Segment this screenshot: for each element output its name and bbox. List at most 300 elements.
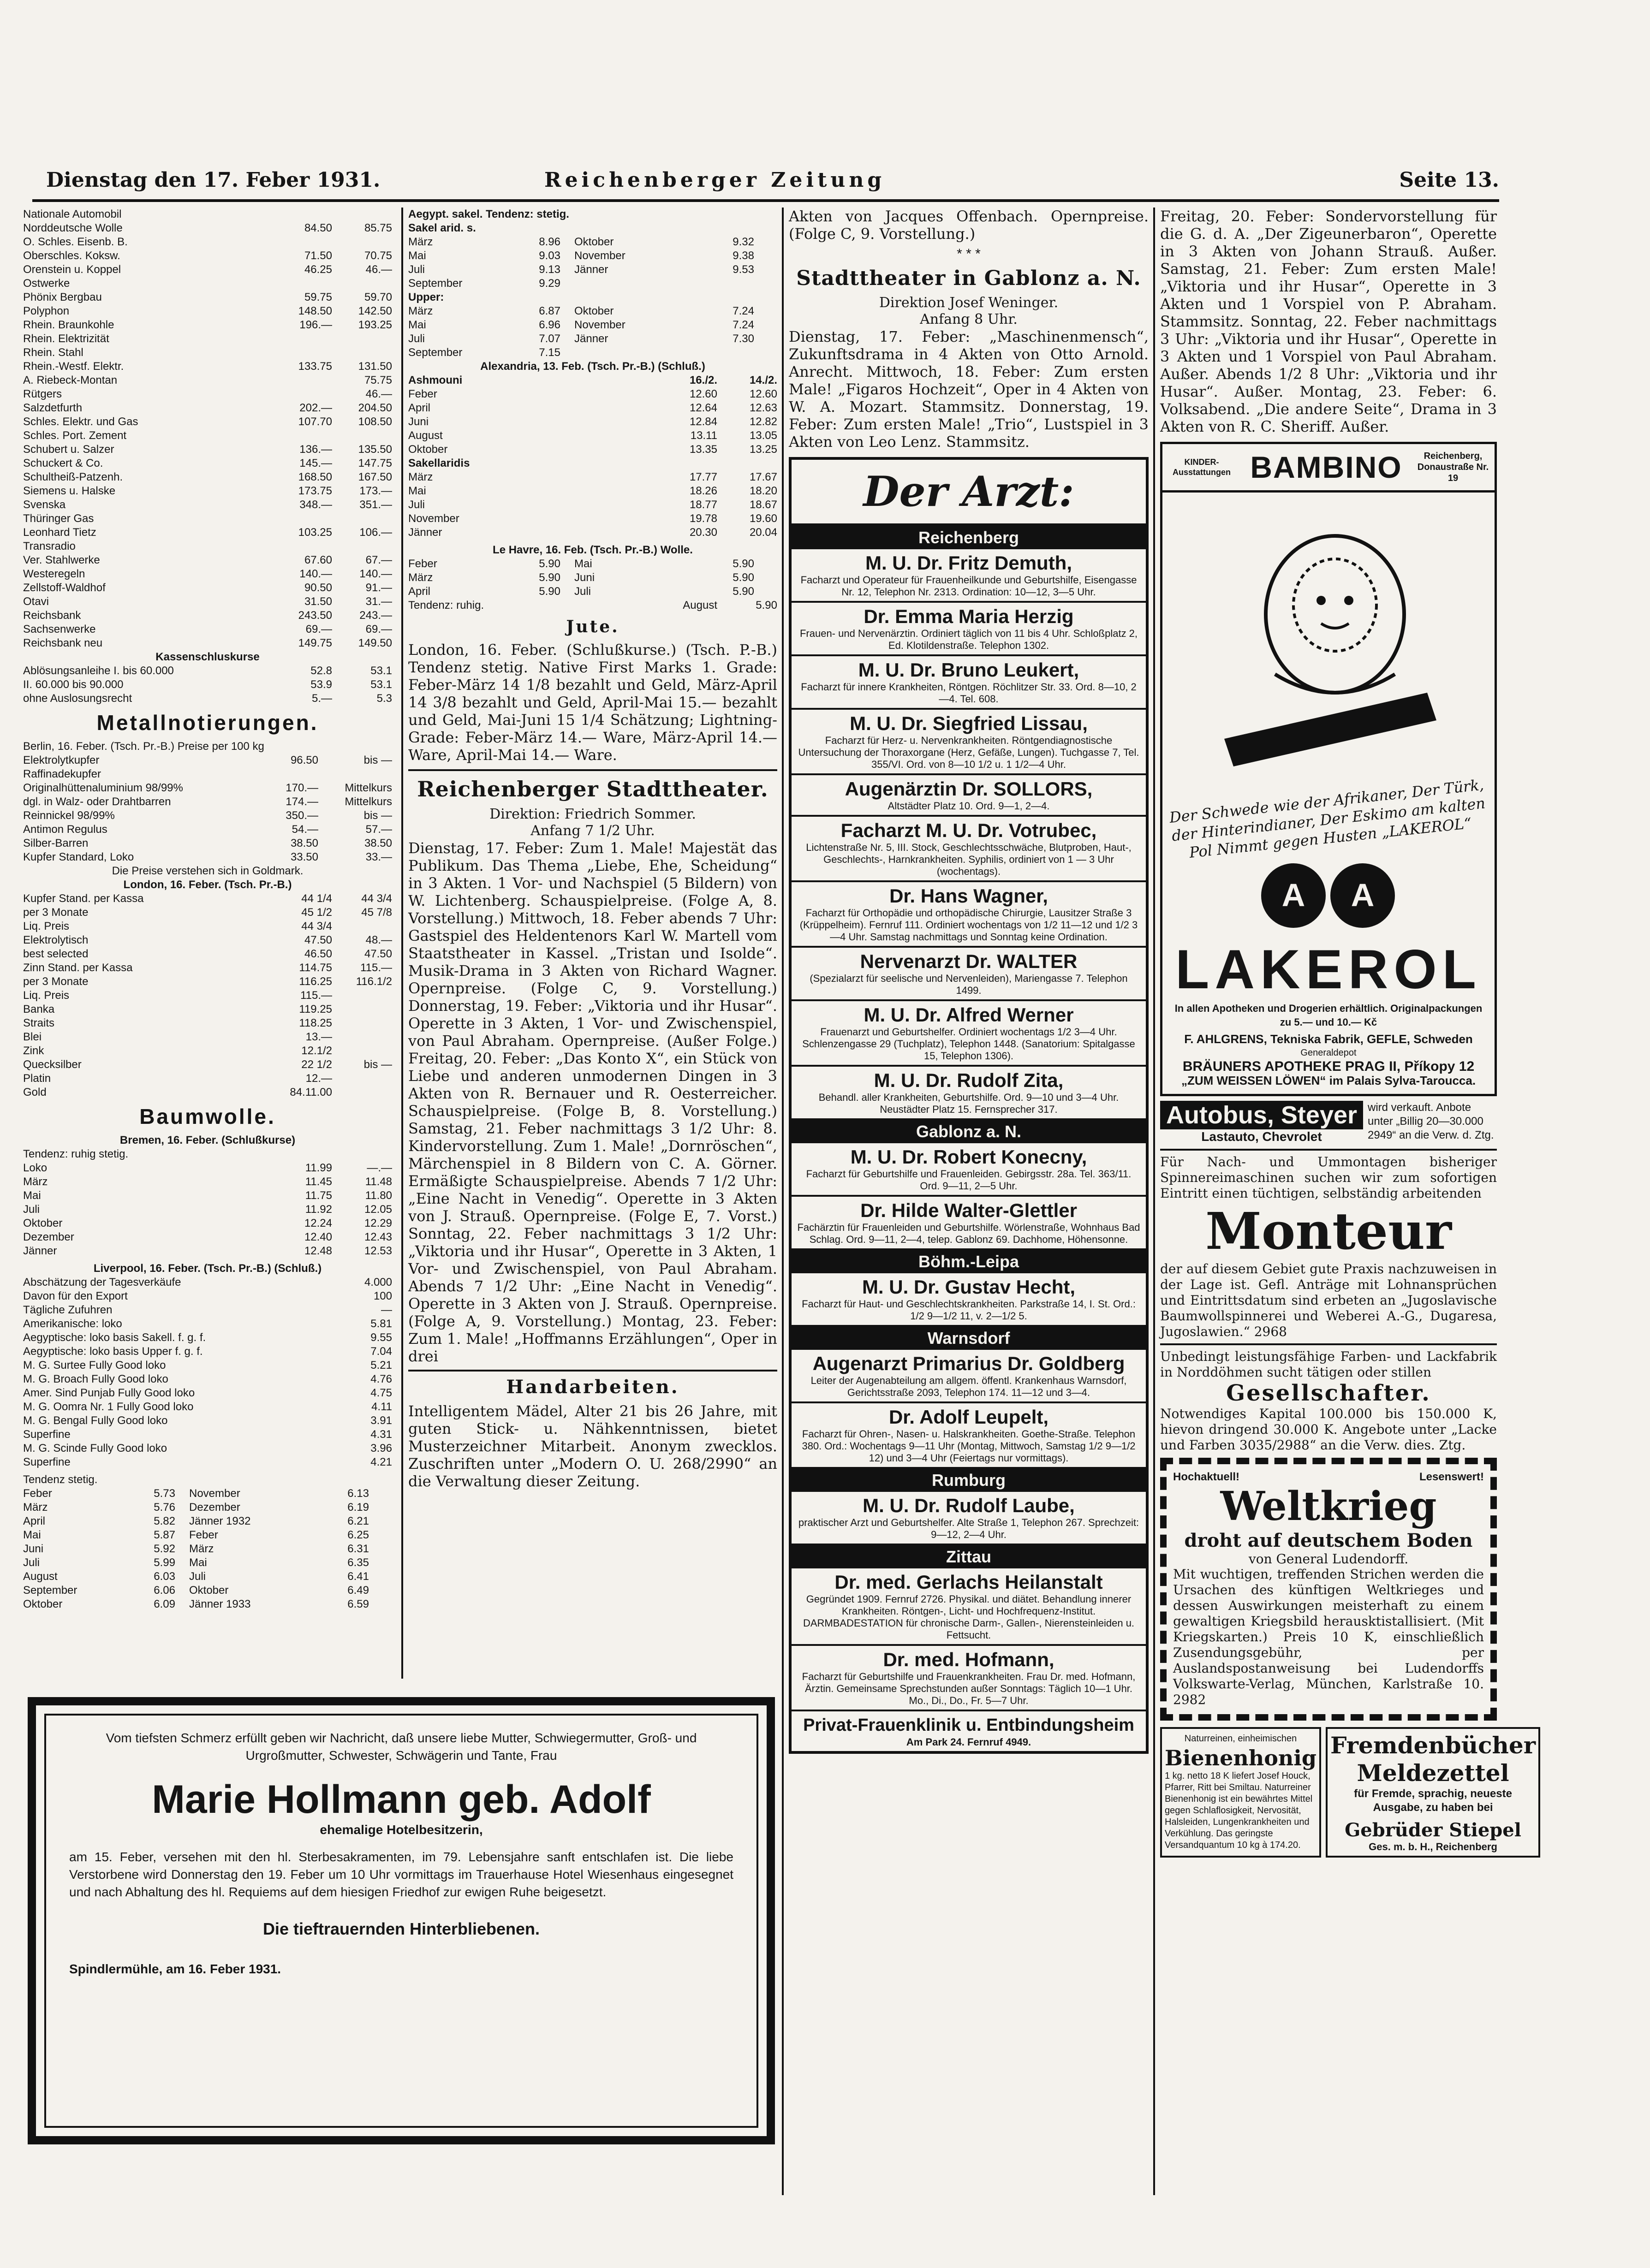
row-value [272,235,332,249]
gesell-intro: Unbedingt leistungsfähige Farben- und Lackfabrik in Norddöhmen sucht tätigen oder stillen [1160,1349,1497,1380]
table-row [408,263,777,277]
row-value: 75.75 [364,374,392,386]
row-value: 9.03 [539,249,560,262]
row-label: Phönix Bergbau [23,291,102,303]
table-row [408,304,777,318]
row-label: M. G. Bengal Fully Good loko [23,1414,168,1427]
row-value: 243.50 [298,609,332,622]
row-label: Juni [574,571,595,584]
row-value: 12.— [305,1072,332,1085]
cotton-title: Baumwolle. [139,1104,276,1128]
weltkrieg-tag: Hochaktuell! [1173,1471,1240,1483]
doctor-name: Dr. Emma Maria Herzig [864,606,1074,627]
row-value: 69.— [305,623,332,635]
row-label: Feber [189,1529,218,1541]
row-value: 85.75 [364,222,392,234]
theater-title: Reichenberger Stadttheater. [417,777,768,802]
apotheke-sign: „ZUM WEISSEN LÖWEN“ im Palais Sylva-Taroucca. [1181,1074,1476,1087]
doctor-name: Nervenarzt Dr. WALTER [860,950,1078,972]
masthead: Reichenberger Zeitung [544,168,886,192]
table-row [23,1189,392,1203]
doctor-name: Augenärztin Dr. SOLLORS, [845,778,1093,800]
row-value: 5.90 [733,571,754,584]
obituary-name: Marie Hollmann geb. Adolf [152,1777,651,1822]
doctor-ad [792,1350,1146,1403]
row-value: 18.77 [689,499,717,511]
row-label: März [408,305,433,317]
row-label: Rhein. Braunkohle [23,319,114,331]
table-row [23,1414,392,1428]
doctor-ad [792,1492,1146,1545]
honig-intro: Naturreinen, einheimischen [1184,1734,1297,1744]
row-value: 12.05 [364,1203,392,1216]
row-value [694,346,754,360]
row-value: 100 [373,1290,392,1302]
bottom-ads [1160,1727,1536,1858]
liverpool-list [23,1276,392,1469]
table-row [23,1386,392,1400]
region-header: Rumburg [792,1469,1146,1492]
row-label: Oktober [574,236,614,248]
row-value: 46.— [365,388,392,400]
row-label: März [408,236,433,248]
table-row [23,1072,392,1086]
table-row [23,1428,392,1442]
table-row [23,1289,392,1303]
row-value: 13.25 [749,443,777,456]
doctor-details: Lichtenstraße Nr. 5, III. Stock, Geschlechtsschwäche, Blutproben, Haut-, Geschlechts-, Harnkrankheiten. Syphilis, ordiniert von 1 — 3 Uhr (wochentags). [806,842,1132,877]
row-label: Reichsbank neu [23,637,103,649]
table-row [408,318,777,332]
gablonz-program-continued: Freitag, 20. Feber: Sondervorstellung für die G. d. A. „Der Zigeunerbaron“, Operette in 3 Akten von Johann Strauß. Außer. Samstag, 21. Feber: Zum ersten Male! „Viktoria und ihr Husar“, Operette in 3 Akten und 1 Vorspiel von P. Abraham. Stammsitz. Sonntag, 22. Feber nachmittags 3 Uhr: „Viktoria und ihr Husar“, Operette in 3 Akten und 1 Vorspiel von Paul Abraham. Außer. Abends 1/2 8 Uhr: „Viktoria und ihr Husar“. Außer. Montag, 23. Feber: 6. Volksabend. „Die andere Seite“, Drama in 3 Akten von R. C. Sheriff. Außer. [1160,208,1497,435]
table-row [408,429,777,443]
row-value: — [381,1304,392,1316]
row-label: Oktober [574,305,614,317]
metal-note: Die Preise verstehen sich in Goldmark. [112,865,304,877]
row-value: 45 1/2 [301,906,332,919]
row-label: Juli [408,263,425,276]
row-label: Gold [23,1086,47,1098]
row-label: November [574,319,625,331]
table-row [23,1331,392,1345]
row-value: 33.50 [290,851,318,863]
column-doctors [789,208,1149,2191]
table-row [23,526,392,540]
row-label: Zink [23,1045,44,1057]
row-label: Reichsbank [23,609,81,622]
row-value: 67.60 [304,554,332,566]
doctor-list [792,526,1146,1711]
row-value: 148.50 [298,305,332,317]
row-label: Juli [23,1556,40,1569]
theater-continued: Akten von Jacques Offenbach. Opernpreise. (Folge C, 9. Vorstellung.) [789,208,1149,243]
row-value: 7.24 [733,305,754,317]
table-row [23,401,392,415]
row-value: 22 1/2 [301,1058,332,1071]
header-rule [32,199,1499,202]
jute-title: Jute. [566,617,619,636]
table-row [23,263,392,277]
row-label: September [23,1584,77,1597]
row-value: 69.— [365,623,392,635]
row-value: 13.05 [749,429,777,442]
bambino-brand: BAMBINO [1250,450,1402,484]
region-header: Warnsdorf [792,1327,1146,1350]
row-value: 6.49 [347,1584,369,1597]
table-row [23,623,392,636]
table-row [23,906,392,920]
row-label: Schubert u. Salzer [23,443,114,456]
row-label: Elektrolytisch [23,934,89,946]
row-value: 18.67 [749,499,777,511]
row-label: Juni [408,416,429,428]
row-value: 84.11.00 [290,1086,332,1098]
doctor-details: Facharzt für Ohren-, Nasen- u. Halskrankheiten. Goethe-Straße. Telephon 380. Ord.: Wochentags 9—11 Uhr (Montag, Mittwoch, Samstag 1/2 9—1/2 12) und 3—4 Uhr (Feiertags nur vormittags). [802,1428,1136,1464]
row-value [332,512,392,526]
doctor-ad [792,1646,1146,1711]
column-divider [401,208,403,1679]
row-value: 44 1/4 [301,892,332,905]
doctor-ad [792,1001,1146,1067]
row-value: 9.55 [370,1331,392,1344]
row-value: 38.50 [290,837,318,849]
table-row [23,346,392,360]
table-row [23,933,392,947]
row-value: 167.50 [358,471,392,483]
row-value: 6.41 [347,1570,369,1583]
row-label [560,277,694,291]
havre-list [408,557,777,599]
table-row [408,346,777,360]
table-row [23,975,392,989]
table-row [23,947,392,961]
row-value: 53.1 [370,665,392,677]
row-label: Svenska [23,499,66,511]
row-value: 173.— [359,485,392,497]
lakerol-agent: Generaldepot [1300,1048,1357,1058]
row-label: Schuckert & Co. [23,457,103,469]
weltkrieg-text: Mit wuchtigen, treffenden Strichen werden die Ursachen des künftigen Weltkrieges und dessen Auswirkungen meisterhaft zu einem gewaltigen Kriegsbild herausktistallisiert. (Mit Kriegskarten.) Preis 10 K, einschließlich Zusendungsgebühr, per Auslandspostanweisung bei Ludendorffs Volkswarte-Verlag, München, Karlstraße 10. 2982 [1173,1567,1484,1707]
row-value: 11.48 [365,1176,392,1188]
row-value: 59.75 [304,291,332,303]
row-label: Otavi [23,595,49,608]
row-label: Transradio [23,540,76,552]
ashmouni-title: Ashmouni [408,374,463,386]
gesell-text: Notwendiges Kapital 100.000 bis 150.000 K, hievon dringend 30.000 K. Angebote unter „Lacke und Farben 3035/2988“ an die Verw. dies. Ztg. [1160,1406,1497,1453]
row-value: 17.67 [749,471,777,483]
row-value: 119.25 [299,1003,332,1015]
autobus-text: wird verkauft. Anbote unter „Billig 20—30.000 2949“ an die Verw. d. Ztg. [1368,1101,1494,1141]
row-value: 243.— [359,609,392,622]
row-value: 9.38 [733,249,754,262]
doctor-details: Leiter der Augenabteilung am allgem. öffentl. Krankenhaus Warnsdorf, Gerichtsstraße 2093, Telephon 174. 11—12 und 3—4. [810,1375,1127,1398]
row-value: 4.31 [370,1428,392,1441]
table-row [23,636,392,650]
row-value: 20.04 [749,526,777,539]
row-value: 7.24 [733,319,754,331]
table-row [23,961,392,975]
alex-title: Alexandria, 13. Feb. (Tsch. Pr.-B.) (Schluß.) [480,360,705,373]
svg-text:A: A [1351,877,1375,913]
obituary-former: ehemalige Hotelbesitzerin, [320,1823,483,1837]
row-value: 48.— [365,934,392,946]
handarbeiten-text: Intelligentem Mädel, Alter 21 bis 26 Jahre, mit guten Stick- u. Nähkenntnissen, bietet Musterzeichner Mitarbeit. Anonym zwecklos. Zuschriften unter „Modern O. U. 268/2990“ an die Verwaltung dieser Zeitung. [408,1402,777,1490]
row-value: Mittelkurs [345,796,392,808]
row-value: 5.— [311,692,332,705]
row-label: April [408,402,431,414]
obituary-place-date: Spindlermühle, am 16. Feber 1931. [69,1962,281,1976]
doctor-ad [792,1067,1146,1120]
row-label: O. Schles. Eisenb. B. [23,236,128,248]
row-label: Rhein. Stahl [23,346,83,359]
row-value: 12.84 [689,416,717,428]
egypt-title: Aegypt. sakel. Tendenz: stetig. [408,208,569,220]
row-value: 53.9 [310,678,332,691]
table-row [23,678,392,692]
row-value [694,277,754,291]
row-value: 57.— [365,823,392,836]
row-value [272,332,332,346]
row-label: Jänner 1932 [189,1515,251,1527]
row-value [332,1030,392,1044]
private-clinic-address: Am Park 24. Fernruf 4949. [906,1736,1031,1748]
row-value: 6.03 [154,1570,175,1583]
table-row [23,457,392,470]
honig-ad [1160,1727,1321,1858]
liverpool-tendency: Tendenz stetig. [23,1473,98,1486]
table-row [23,498,392,512]
row-value: bis — [363,754,392,766]
doctor-ad [792,948,1146,1001]
row-label: März [189,1543,214,1555]
row-label: M. G. Scinde Fully Good loko [23,1442,167,1455]
doctor-details: Facharzt für Herz- u. Nervenkrankheiten. Röntgendiagnostische Untersuchung der Thoraxorgane (Herz, Gefäße, Lungen). Tuchgasse 7, Tel. 355/VI. Ord. von 8—10 1/2 u. 1 1/2—4 Uhr. [798,735,1139,770]
row-value: 5.3 [376,692,392,705]
doctor-details: Gegründet 1909. Fernruf 2726. Physikal. und diätet. Behandlung innerer Krankheiten. Röntgen-, Licht- und Hochfrequenz-Institut. DARMBADESTATION für chronische Darm-, Gallen-, Nierensteinleiden u. Fettsucht. [803,1593,1135,1641]
table-row [408,498,777,512]
region-header: Böhm.-Leipa [792,1250,1146,1273]
doctor-directory [789,457,1149,1754]
table-row [23,595,392,609]
row-value: 90.50 [304,582,332,594]
row-label: Jänner 1933 [189,1598,251,1610]
table-row [23,221,392,235]
row-value: 5.90 [539,571,560,584]
row-label: April [408,585,431,598]
gablonz-start: Anfang 8 Uhr. [920,311,1018,327]
table-row [408,484,777,498]
row-value: 11.45 [305,1176,332,1188]
row-label: M. G. Broach Fully Good loko [23,1373,168,1385]
row-label: November [189,1487,240,1500]
row-label: März [23,1176,48,1188]
row-label: August [23,1570,58,1583]
gablonz-program: Dienstag, 17. Feber: „Maschinenmensch“, Zukunftsdrama in 4 Akten von Otto Arnold. Anrecht. Mittwoch, 18. Feber: Zum ersten Male! „Figaros Hochzeit“, Oper in 4 Akten von W. A. Mozart. Stammsitz. Donnerstag, 19. Feber: Zum ersten Male! „Trio“, Lustspiel in 3 Akten von Leo Lenz. Stammsitz. [789,328,1149,451]
row-label: Aegyptische: loko basis Upper f. g. f. [23,1345,203,1358]
row-label: Superfine [23,1428,71,1441]
table-row [408,526,777,540]
table-row [23,1487,392,1501]
row-value: 5.82 [154,1515,175,1527]
doctor-details: Behandl. aller Krankheiten, Geburtshilfe. Ord. 9—10 und 3—4 Uhr. Neustädter Platz 15. Fernsprecher 317. [818,1092,1119,1115]
row-value: 44 3/4 [361,892,392,905]
row-value [272,387,332,401]
table-row [23,1203,392,1217]
doctor-ad [792,882,1146,948]
row-value: 67.— [365,554,392,566]
row-value [332,540,392,553]
row-value: 107.70 [298,416,332,428]
lakerol-brand: LAKEROL [1175,938,1482,1000]
table-row [23,1086,392,1099]
row-value: 145.— [299,457,332,469]
row-label: Kupfer Stand. per Kassa [23,892,144,905]
row-value: 5.90 [733,558,754,570]
table-row [23,664,392,678]
row-label: Elektrolytkupfer [23,754,100,766]
row-value [272,374,332,387]
row-value: 12.24 [304,1217,332,1229]
row-label: Sachsenwerke [23,623,96,635]
doctor-details: praktischer Arzt und Geburtshelfer. Alte Straße 1, Telephon 267. Sprechzeit: 9—12, 2—4 Uhr. [798,1517,1139,1540]
row-label: Silber-Barren [23,837,89,849]
row-label: Aegyptische: loko basis Sakell. f. g. f. [23,1331,206,1344]
row-value: 348.— [299,499,332,511]
row-label: Amerikanische: loko [23,1318,122,1330]
doctor-ad [792,1143,1146,1197]
row-value: 140.— [299,568,332,580]
theater-direction: Direktion: Friedrich Sommer. [489,806,696,822]
row-value: —.— [367,1162,392,1174]
row-label: dgl. in Walz- oder Drahtbarren [23,796,171,808]
table-row [23,609,392,623]
cotton-tendency: Tendenz: ruhig stetig. [23,1148,129,1160]
doctor-ad [792,1273,1146,1327]
table-row [23,920,392,933]
doctor-ad [792,710,1146,775]
row-label: November [574,249,625,262]
row-label: Abschätzung der Tagesverkäufe [23,1276,181,1288]
doctor-details: Facharzt für Orthopädie und orthopädische Chirurgie, Lausitzer Straße 3 (Krüppelheim). Fernruf 111. Ordiniert wochentags von 1/2 11—12 und 1/2 3—4 Uhr. Samstag nachmittags und Sonntag keine Ordination. [799,907,1138,943]
gablonz-direction: Direktion Josef Weninger. [879,295,1059,311]
row-label: Jänner [574,332,608,345]
london-title: London, 16. Feber. (Tsch. Pr.-B.) [123,879,292,891]
row-value: 135.50 [358,443,392,456]
row-label: Jänner [23,1245,57,1257]
bambino-left: KINDER-Ausstattungen [1173,457,1231,477]
london-list [23,892,392,1099]
row-label: best selected [23,948,89,960]
row-label: Rhein. Elektrizität [23,332,109,345]
table-row [23,1317,392,1331]
doctor-name: M. U. Dr. Fritz Demuth, [865,552,1072,574]
row-value: 47.50 [304,934,332,946]
doctor-details: Facharzt für Haut- und Geschlechtskrankheiten. Parkstraße 14, I. St. Ord.: 1/2 9—1/2 11, v. 2—1/2 5. [802,1298,1136,1322]
row-value: 3.91 [370,1414,392,1427]
havre-value: 5.90 [756,599,777,612]
row-value: 133.75 [298,360,332,373]
egypt-list [408,235,777,291]
table-row [23,1501,392,1514]
row-value [332,1044,392,1058]
havre-tendency: Tendenz: ruhig. [408,599,484,612]
ashmouni-head: 16./2. [689,374,717,386]
row-label: Zinn Stand. per Kassa [23,962,133,974]
row-value [332,332,392,346]
row-value [272,277,332,291]
doctor-ad [792,1197,1146,1250]
column-divider [1153,208,1155,2195]
column-commodities-theater [408,208,777,1679]
doctor-details: Facharzt für Geburtshilfe und Frauenleiden. Gebirgsstr. 28a. Tel. 363/11. Ord. 9—11, 2—5 Uhr. [806,1168,1132,1192]
doctor-details: Facharzt und Operateur für Frauenheilkunde und Geburtshilfe, Eisengasse Nr. 12, Telephon Nr. 2313. Ordination: 10—12, 3—5 Uhr. [800,574,1137,598]
row-value: 19.60 [749,512,777,525]
row-label: Juli [574,585,591,598]
row-value: 12.60 [689,388,717,400]
row-label: Rütgers [23,388,62,400]
doctor-name: Dr. med. Gerlachs Heilanstalt [834,1571,1103,1593]
row-value: 3.96 [370,1442,392,1455]
row-label: Schles. Port. Zement [23,429,127,442]
table-row [23,692,392,706]
row-value: 12.29 [364,1217,392,1229]
row-label: Oktober [23,1217,63,1229]
row-label: Originalhüttenaluminium 98/99% [23,782,183,794]
row-value [332,429,392,443]
table-row [23,208,392,221]
weltkrieg-title: Weltkrieg [1220,1483,1437,1530]
theater-start: Anfang 7 1/2 Uhr. [530,823,655,839]
page-number: Seite 13. [1399,168,1499,192]
table-row [23,1003,392,1016]
row-label: Mai [189,1556,207,1569]
doctor-name: M. U. Dr. Siegfried Lissau, [850,712,1088,734]
row-label: März [408,571,433,584]
doctor-ad [792,775,1146,817]
doctor-name: M. U. Dr. Robert Konecny, [850,1146,1087,1168]
row-value [272,512,332,526]
row-label: Polyphon [23,305,70,317]
table-row [23,781,392,795]
table-row [23,850,392,864]
row-label: Thüringer Gas [23,512,94,525]
table-row [23,484,392,498]
row-value: 53.1 [370,678,392,691]
row-value: 170.— [286,782,318,794]
doctor-name: Dr. Adolf Leupelt, [888,1406,1049,1428]
row-label: Orenstein u. Koppel [23,263,121,276]
row-value: 31.50 [304,595,332,608]
bambino-ad [1160,442,1497,493]
row-value: 196.— [299,319,332,331]
row-value [258,767,318,781]
row-value: 173.75 [298,485,332,497]
monteur-text: der auf diesem Gebiet gute Praxis nachzuweisen in der Lage ist. Gefl. Anträge mit Lohnansprüchen und Eintrittsdatum sind erbeten an „Jugoslavische Baumwollspinnerei und Weberei A.-G., Dugaresa, Jugoslawien.“ 2968 [1160,1261,1497,1339]
table-row [23,553,392,567]
doctor-name: M. U. Dr. Gustav Hecht, [862,1276,1076,1298]
row-value: 6.87 [539,305,560,317]
table-row [23,567,392,581]
table-row [23,512,392,526]
gablonz-theater-title: Stadttheater in Gablonz a. N. [796,267,1141,290]
table-row [408,557,777,571]
row-label: Amer. Sind Punjab Fully Good loko [23,1387,195,1399]
column-markets [23,208,392,1679]
row-value: 6.35 [347,1556,369,1569]
row-label: Juli [408,332,425,345]
fremden-firm: Gebrüder Stiepel [1345,1819,1521,1841]
row-label: Loko [23,1162,48,1174]
